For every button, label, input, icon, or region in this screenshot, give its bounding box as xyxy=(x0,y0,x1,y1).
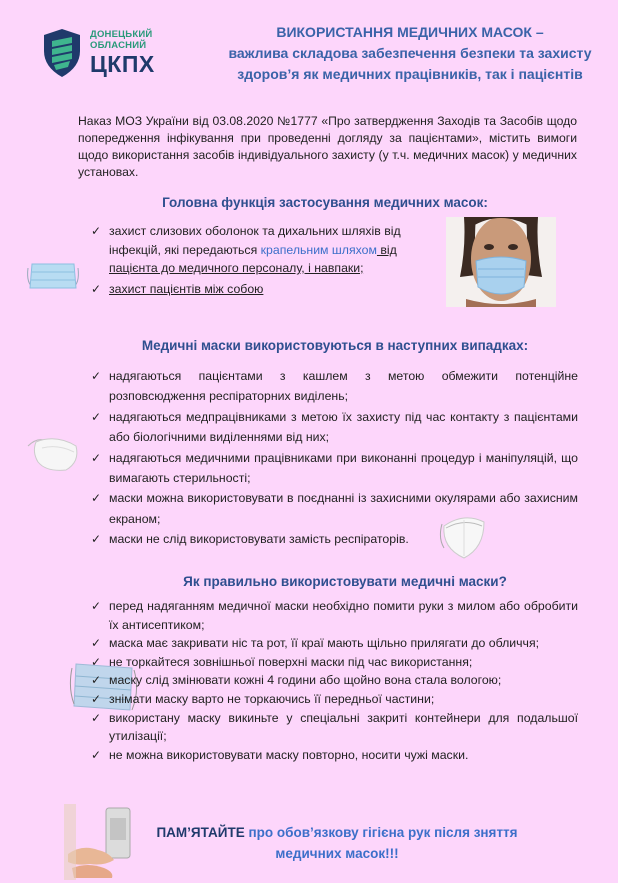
logo xyxy=(38,24,178,82)
list-item: ✓ маска має закривати ніс та рот, її краї мають щільно прилягати до обличчя; xyxy=(91,634,578,653)
intro-paragraph: Наказ МОЗ України від 03.08.2020 №1777 «Про затвердження Заходів та Засобів щодо попередження інфікування при проведенні догляду за пацієнтами», містить вимоги щодо використання засобів індивідуального захисту (у т.ч. медичних масок) у медичних установах. xyxy=(78,114,577,179)
list-item: ✓ маски не слід використовувати замість респіраторів. xyxy=(91,529,578,549)
list-item: ✓ не торкайтеся зовнішньої поверхні маски під час використання; xyxy=(91,653,578,672)
section3-heading: Як правильно використовувати медичні маски? xyxy=(183,574,507,589)
list-item: ✓ маску слід змінювати кожні 4 години або щойно вона стала вологою; xyxy=(91,671,578,690)
footer-text: про обов’язкову гігієна рук після зняття xyxy=(248,825,518,840)
white-mask-image xyxy=(26,432,82,474)
respirator-image xyxy=(438,508,490,562)
section2-heading: Медичні маски використовуються в наступних випадках: xyxy=(141,338,529,353)
list-item: ✓ не можна використовувати маску повторно, носити чужі маски. xyxy=(91,746,578,765)
highlight-text: крапельним шляхом xyxy=(260,242,377,257)
list-item: ✓ перед надяганням медичної маски необхідно помити руки з милом або обробити їх антисептиком; xyxy=(91,597,578,634)
footer-remember: ПАМ’ЯТАЙТЕ xyxy=(156,825,249,840)
logo-line2: ОБЛАСНИЙ xyxy=(90,40,147,51)
list-item: ✓ надягаються медпрацівниками з метою їх захисту під час контакту з пацієнтами або біологічними виділеннями від них; xyxy=(91,407,578,448)
woman-with-mask-image xyxy=(446,217,556,307)
list-item: ✓ використану маску викиньте у спеціальні закриті контейнери для подальшої утилізації; xyxy=(91,709,578,746)
title-line1: ВИКОРИСТАННЯ МЕДИЧНИХ МАСОК – xyxy=(276,24,544,40)
list-item: ✓ захист пацієнтів між собою xyxy=(91,280,446,299)
blue-mask-image xyxy=(24,258,82,296)
hand-sanitizer-image xyxy=(64,804,134,880)
list-item: ✓ знімати маску варто не торкаючись її передньої частини; xyxy=(91,690,578,709)
section3-list xyxy=(91,597,578,764)
logo-line1: ДОНЕЦЬКИЙ xyxy=(90,29,153,40)
list-item: ✓ надягаються медичними працівниками при виконанні процедур і маніпуляцій, що вимагають стерильності; xyxy=(91,448,578,489)
list-item: ✓ маски можна використовувати в поєднанні із захисними окулярами або захисним екраном; xyxy=(91,488,578,529)
list-item: ✓ надягаються пацієнтами з кашлем з метою обмежити потенційне розповсюдження респіраторних виділень; xyxy=(91,366,578,407)
footer-reminder xyxy=(142,822,532,864)
section2-list xyxy=(91,366,578,550)
shield-logo-icon xyxy=(38,27,86,79)
list-item: ✓ захист слизових оболонок та дихальних шляхів від інфекцій, які передаються крапельним шляхом від пацієнта до медичного персоналу, і навпаки; xyxy=(91,222,446,278)
title-line2: важлива складова забезпечення безпеки та захисту xyxy=(228,45,592,61)
page-title xyxy=(212,22,608,85)
section1-heading: Головна функція застосування медичних масок: xyxy=(162,195,488,210)
title-line3: здоров’я як медичних працівників, так і пацієнтів xyxy=(237,66,583,82)
section1-list xyxy=(91,222,446,298)
logo-abbr: ЦКПХ xyxy=(90,51,155,77)
footer-text-line2: медичних масок!!! xyxy=(275,846,399,861)
